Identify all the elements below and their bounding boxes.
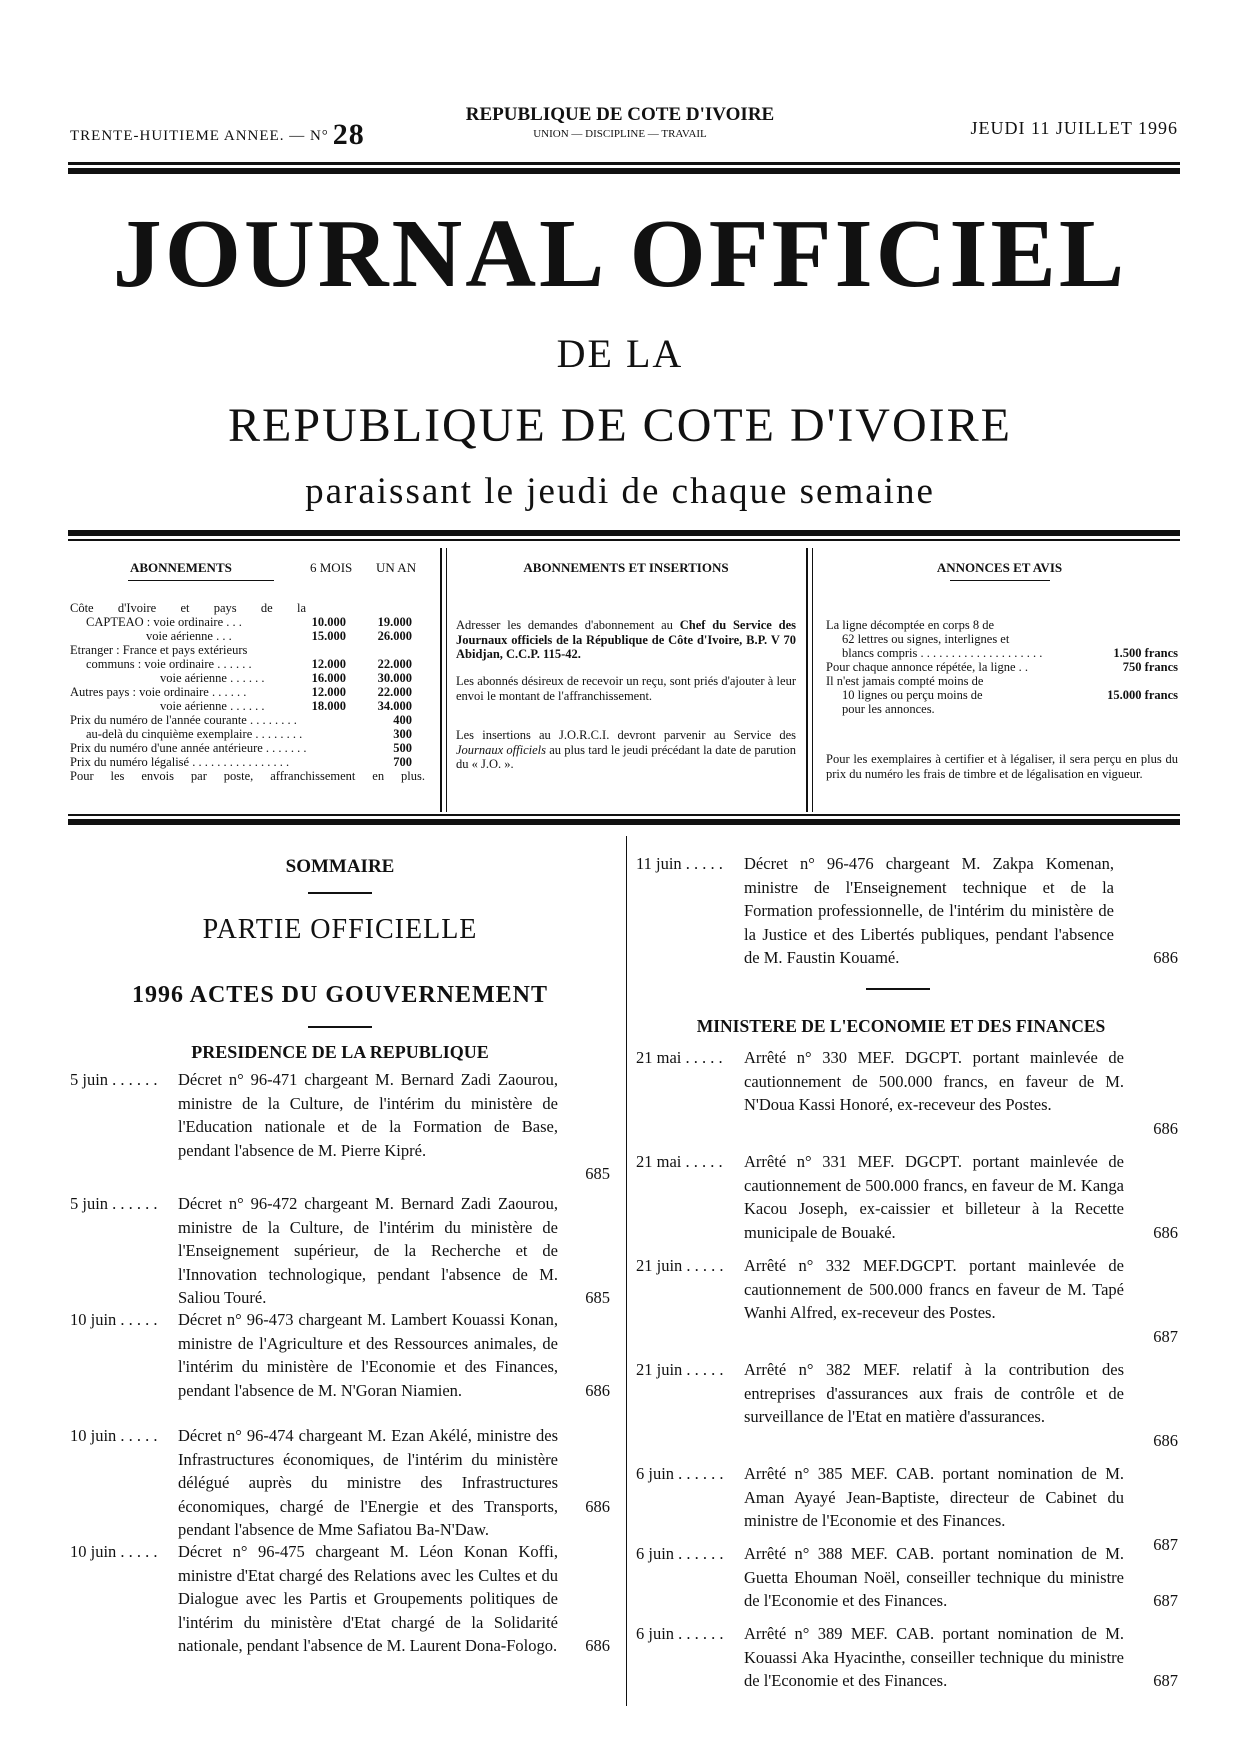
republic-block xyxy=(430,104,810,140)
annonces-l3-value: 1.500 francs xyxy=(1113,646,1178,660)
col-unan: UN AN xyxy=(376,560,417,575)
heading-underline xyxy=(950,580,1050,581)
postage-note: Pour les envois par poste, affranchissement en plus. xyxy=(70,769,425,783)
entry-page: 687 xyxy=(1153,1671,1178,1690)
separator xyxy=(866,988,930,990)
col-6mois: 6 MOIS xyxy=(310,560,353,575)
entry-page: 685 xyxy=(585,1288,610,1307)
box-divider xyxy=(812,548,813,812)
price-previous-value: 500 xyxy=(393,741,412,755)
separator xyxy=(308,1026,372,1028)
entry-date: 10 juin . . . . . xyxy=(70,1426,158,1445)
box-top-rule xyxy=(68,530,1180,536)
entry-date: 11 juin . . . . . xyxy=(636,854,723,873)
annonces-l3: blancs compris . . . . . . . . . . . . . . . . . . . . xyxy=(842,646,1043,660)
insertions-p1-bold: Chef du Service des Journaux officiels de la République de Côte d'Ivoire, B.P. V 70 Abidjan, C.C.P. 115-42. xyxy=(456,618,797,661)
zone1-air-6m: 15.000 xyxy=(311,629,346,643)
box-bottom-rule xyxy=(68,819,1180,825)
header-rule-thick xyxy=(68,168,1180,174)
insertions-heading: ABONNEMENTS ET INSERTIONS xyxy=(523,560,729,575)
zone1-air-1an: 26.000 xyxy=(377,629,412,643)
annonces-l4: Pour chaque annonce répétée, la ligne . . xyxy=(826,660,1028,674)
entry-text: Arrêté n° 382 MEF. relatif à la contribution des entreprises d'assurances aux frais de contrôle et de surveillance de l'Etat en matière d'assurances. xyxy=(744,1360,1124,1426)
entry-page: 686 xyxy=(585,1496,610,1516)
insertions-p3 xyxy=(456,728,796,772)
zone3-air-6m: 18.000 xyxy=(311,699,346,713)
entry-page: 687 xyxy=(1153,1534,1178,1554)
zone2-line2: communs : voie ordinaire . . . . . . xyxy=(86,657,252,671)
annonces-heading: ANNONCES ET AVIS xyxy=(936,560,1063,575)
price-current-value: 400 xyxy=(393,713,412,727)
box-divider xyxy=(440,548,442,812)
price-legalise-value: 700 xyxy=(393,755,412,769)
price-current: Prix du numéro de l'année courante . . . . . . . . xyxy=(70,713,297,727)
zone2-ord-6m: 12.000 xyxy=(311,657,346,671)
entry-text: Arrêté n° 332 MEF.DGCPT. portant mainlevée de cautionnement de 500.000 francs en faveur de M. Tapé Wanhi Alfred, ex-receveur des Postes. xyxy=(744,1256,1124,1322)
heading-underline xyxy=(128,580,274,581)
annonces-l4-value: 750 francs xyxy=(1122,660,1178,674)
title-periodicity: paraissant le jeudi de chaque semaine xyxy=(305,471,935,512)
zone2-line3: voie aérienne . . . . . . xyxy=(160,671,265,685)
entry-text: Décret n° 96-476 chargeant M. Zakpa Komenan, ministre de l'Enseignement technique et de la Formation professionnelle, de l'intérim du ministère de la Justice et des Libertés publiques, pendant l'absence de M. Faustin Kouamé. xyxy=(744,854,1114,967)
entry-text: Arrêté n° 385 MEF. CAB. portant nomination de M. Aman Ayayé Jean-Baptiste, directeur de Cabinet du ministre de l'Economie et des Finances. xyxy=(744,1464,1124,1530)
zone3-line2: voie aérienne . . . . . . xyxy=(160,699,265,713)
entry-date: 6 juin . . . . . . xyxy=(636,1544,724,1563)
sommaire-heading: SOMMAIRE xyxy=(285,856,395,877)
entry-date: 21 mai . . . . . xyxy=(636,1048,723,1067)
entry-text: Décret n° 96-475 chargeant M. Léon Konan Koffi, ministre d'Etat chargé des Relations avec les Cultes et du Dialogue avec les Partis et Groupements politiques de l'intérim du ministère d'Etat chargé de la Solidarité nationale, pendant l'absence de M. Laurent Dona-Fologo. xyxy=(178,1542,558,1655)
zone3-ord-6m: 12.000 xyxy=(311,685,346,699)
price-fifth-value: 300 xyxy=(393,727,412,741)
zone1-line2: CAPTEAO : voie ordinaire . . . xyxy=(86,615,242,629)
zone3-air-1an: 34.000 xyxy=(377,699,412,713)
insertions-p1 xyxy=(456,618,796,662)
title-republic: REPUBLIQUE DE COTE D'IVOIRE xyxy=(228,399,1012,452)
zone2-air-6m: 16.000 xyxy=(311,671,346,685)
entry-date: 10 juin . . . . . xyxy=(70,1542,158,1561)
entry-page: 687 xyxy=(1153,1591,1178,1610)
zone2-ord-1an: 22.000 xyxy=(377,657,412,671)
annonces-l1: La ligne décomptée en corps 8 de xyxy=(826,618,994,632)
actes-gouvernement: 1996 ACTES DU GOUVERNEMENT xyxy=(131,982,549,1008)
entry-date: 21 juin . . . . . xyxy=(636,1360,724,1379)
zone3-line1: Autres pays : voie ordinaire . . . . . . xyxy=(70,685,247,699)
abonnements-heading: ABONNEMENTS xyxy=(130,560,232,575)
annonces-l6-value: 15.000 francs xyxy=(1107,688,1178,702)
zone2-line1: Etranger : France et pays extérieurs xyxy=(70,643,248,657)
entry-text: Arrêté n° 330 MEF. DGCPT. portant mainlevée de cautionnement de 500.000 francs, en faveur de M. N'Doua Kassi Honoré, ex-receveur des Postes. xyxy=(744,1048,1124,1114)
issue-number: 28 xyxy=(332,118,365,151)
entry-date: 6 juin . . . . . . xyxy=(636,1464,724,1483)
insertions-p1-text: Adresser les demandes d'abonnement au xyxy=(456,618,673,632)
zone1-line1: Côte d'Ivoire et pays de la xyxy=(70,601,306,615)
presidence-heading: PRESIDENCE DE LA REPUBLIQUE xyxy=(191,1042,489,1062)
entry-page: 687 xyxy=(1153,1326,1178,1346)
issue-date: JEUDI 11 JUILLET 1996 xyxy=(970,118,1178,138)
journal-title: JOURNAL OFFICIEL xyxy=(112,200,1128,308)
zone3-ord-1an: 22.000 xyxy=(377,685,412,699)
entry-text: Arrêté n° 389 MEF. CAB. portant nomination de M. Kouassi Aka Hyacinthe, conseiller technique du ministre de l'Economie et des Finances. xyxy=(744,1624,1124,1690)
annonces-l6: 10 lignes ou perçu moins de xyxy=(842,688,983,702)
entry-page: 686 xyxy=(1153,1222,1178,1242)
zone1-line3: voie aérienne . . . xyxy=(146,629,232,643)
box-bottom-rule-thin xyxy=(68,814,1180,816)
box-divider xyxy=(446,548,447,812)
zone2-air-1an: 30.000 xyxy=(377,671,412,685)
entry-date: 5 juin . . . . . . xyxy=(70,1194,158,1213)
republic-motto: UNION — DISCIPLINE — TRAVAIL xyxy=(533,128,707,140)
entry-text: Décret n° 96-473 chargeant M. Lambert Kouassi Konan, ministre de l'Agriculture et des Ressources animales, de l'intérim du ministère de l'Economie et des Finances, pendant l'absence de M. N'Goran Niamien. xyxy=(178,1310,558,1400)
issue-info xyxy=(70,118,365,152)
republic-name: REPUBLIQUE DE COTE D'IVOIRE xyxy=(465,104,775,125)
annonces-note: Pour les exemplaires à certifier et à légaliser, il sera perçu en plus du prix du numéro les frais de timbre et de légalisation en vigueur. xyxy=(826,752,1178,781)
partie-officielle: PARTIE OFFICIELLE xyxy=(202,914,478,945)
entry-page: 686 xyxy=(585,1380,610,1400)
entry-page: 686 xyxy=(1153,1430,1178,1450)
insertions-p2: Les abonnés désireux de recevoir un reçu, sont priés d'ajouter à leur envoi le montant de l'affranchissement. xyxy=(456,674,796,703)
column-divider xyxy=(626,836,627,1706)
zone1-ord-6m: 10.000 xyxy=(311,615,346,629)
entry-page: 686 xyxy=(1153,1118,1178,1138)
ministere-heading: MINISTERE DE L'ECONOMIE ET DES FINANCES xyxy=(696,1016,1106,1036)
entry-text: Arrêté n° 331 MEF. DGCPT. portant mainlevée de cautionnement de 500.000 francs, en faveur de M. Kanga Kacou Joseph, ex-caissier et billeteur à la Recette municipale de Bouaké. xyxy=(744,1152,1124,1242)
entry-date: 6 juin . . . . . . xyxy=(636,1624,724,1643)
entry-text: Arrêté n° 388 MEF. CAB. portant nomination de M. Guetta Ehouman Noël, conseiller technique du ministre de l'Economie et des Finances. xyxy=(744,1544,1124,1610)
entry-date: 5 juin . . . . . . xyxy=(70,1070,158,1089)
entry-text: Décret n° 96-472 chargeant M. Bernard Zadi Zaourou, ministre de la Culture, de l'intérim du ministère de l'Enseignement supérieur, de la Recherche et de l'Innovation technologique, pendant l'absence de M. Saliou Touré. xyxy=(178,1194,558,1307)
entry-date: 10 juin . . . . . xyxy=(70,1310,158,1329)
header-rule xyxy=(68,162,1180,165)
annonces-l7: pour les annonces. xyxy=(842,702,935,716)
entry-date: 21 mai . . . . . xyxy=(636,1152,723,1171)
insertions-p3-end: au plus tard le jeudi précédant la date de parution du « J.O. ». xyxy=(456,742,796,771)
price-previous: Prix du numéro d'une année antérieure . . . . . . . xyxy=(70,741,307,755)
separator xyxy=(308,892,372,894)
entry-page: 686 xyxy=(1153,948,1178,967)
box-top-rule-thin xyxy=(68,539,1180,541)
price-fifth: au-delà du cinquième exemplaire . . . . . . . . xyxy=(86,727,303,741)
insertions-p3-italic: Journaux officiels xyxy=(456,742,546,757)
title-de-la: DE LA xyxy=(556,331,684,376)
entry-page: 686 xyxy=(585,1636,610,1655)
annonces-l2: 62 lettres ou signes, interlignes et xyxy=(842,632,1010,646)
entry-page: 685 xyxy=(585,1164,610,1183)
box-divider xyxy=(806,548,808,812)
year-label: TRENTE-HUITIEME ANNEE. — N° xyxy=(70,128,329,144)
entry-date: 21 juin . . . . . xyxy=(636,1256,724,1275)
zone1-ord-1an: 19.000 xyxy=(377,615,412,629)
annonces-l5: Il n'est jamais compté moins de xyxy=(826,674,984,688)
insertions-p3-text: Les insertions au J.O.R.C.I. devront parvenir au Service des xyxy=(456,728,796,742)
price-legalise: Prix du numéro légalisé . . . . . . . . . . . . . . . . xyxy=(70,755,290,769)
entry-text: Décret n° 96-471 chargeant M. Bernard Zadi Zaourou, ministre de la Culture, de l'intérim du ministère de l'Education nationale et de la Formation de Base, pendant l'absence de M. Pierre Kipré. xyxy=(178,1070,558,1160)
entry-text: Décret n° 96-474 chargeant M. Ezan Akélé, ministre des Infrastructures économiques, de l'intérim du ministère délégué auprès du ministre des Infrastructures économiques, chargé de l'Energie et des Transports, pendant l'absence de Mme Safiatou Ba-N'Daw. xyxy=(178,1426,558,1539)
